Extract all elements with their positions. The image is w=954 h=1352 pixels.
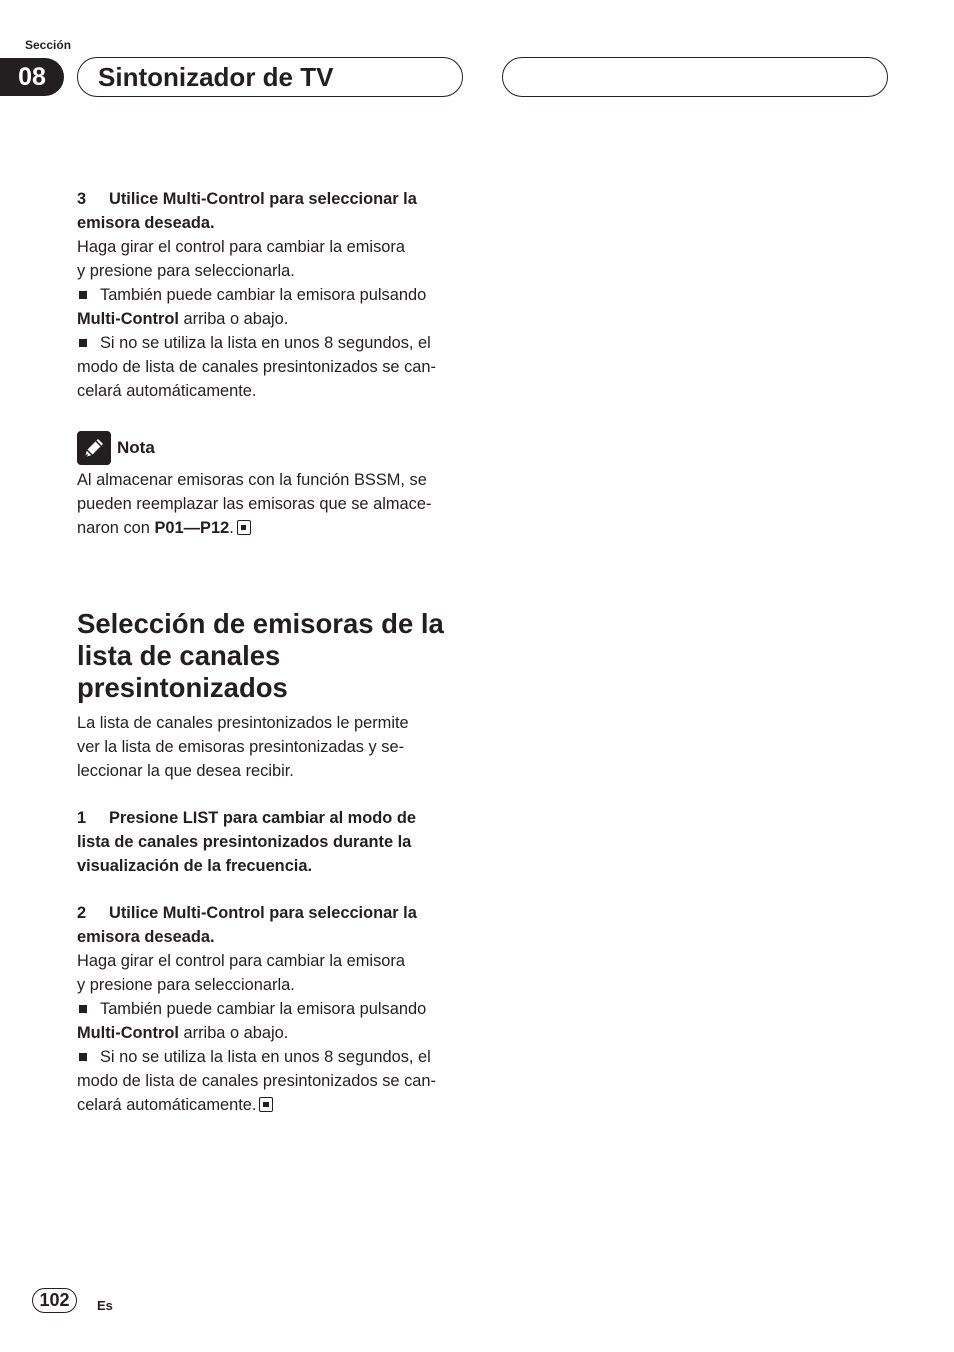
- step-1-block: 1 Presione LIST para cambiar al modo de lista de canales presintonizados durante la visualización de la frecuencia.: [77, 809, 416, 875]
- note-label: Nota: [117, 438, 155, 457]
- bullet-icon: [79, 339, 87, 347]
- section-intro: La lista de canales presintonizados le permite ver la lista de emisoras presintonizadas y se- leccionar la que desea recibir.: [77, 714, 409, 780]
- language-code: Es: [97, 1298, 113, 1313]
- section-number-tab: 08: [0, 58, 64, 96]
- bullet-icon: [79, 1053, 87, 1061]
- section-heading: Selección de emisoras de la lista de canales presintonizados: [77, 608, 444, 703]
- bullet-item: Si no se utiliza la lista en unos 8 segundos, el: [77, 1045, 463, 1069]
- bullet-item: Si no se utiliza la lista en unos 8 segundos, el: [77, 331, 463, 355]
- section-label: Sección: [25, 38, 72, 52]
- note-body: Al almacenar emisoras con la función BSSM, se pueden reemplazar las emisoras que se almace- naron con P01—P12.: [77, 471, 432, 537]
- bullet-icon: [79, 291, 87, 299]
- bullet-icon: [79, 1005, 87, 1013]
- right-header-box: [502, 57, 888, 97]
- bullet-item: También puede cambiar la emisora pulsando: [77, 997, 463, 1021]
- note-header: [77, 431, 155, 465]
- step-2-block: 2 Utilice Multi-Control para seleccionar la emisora deseada. Haga girar el control para cambiar la emisora y presione para seleccionarla. También puede cambiar la emisora pulsando Multi-Control arriba o abajo. Si no se utiliza la lista en unos 8 segundos, el modo de lista de canales presintonizados se can- celará automáticamente.: [77, 901, 463, 1117]
- step-3-heading: 3 Utilice Multi-Control para seleccionar la: [77, 190, 417, 208]
- section-title: Sintonizador de TV: [77, 57, 463, 97]
- page-number: 102: [32, 1288, 77, 1313]
- bullet-item: También puede cambiar la emisora pulsando: [77, 283, 463, 307]
- pencil-icon: [77, 431, 111, 465]
- step-3-block: 3 Utilice Multi-Control para seleccionar la emisora deseada. Haga girar el control para cambiar la emisora y presione para seleccionarla. También puede cambiar la emisora pulsando Multi-Control arriba o abajo. Si no se utiliza la lista en unos 8 segundos, el modo de lista de canales presintonizados se can- celará automáticamente.: [77, 187, 463, 403]
- end-of-section-icon: [259, 1097, 273, 1112]
- end-of-section-icon: [237, 520, 251, 535]
